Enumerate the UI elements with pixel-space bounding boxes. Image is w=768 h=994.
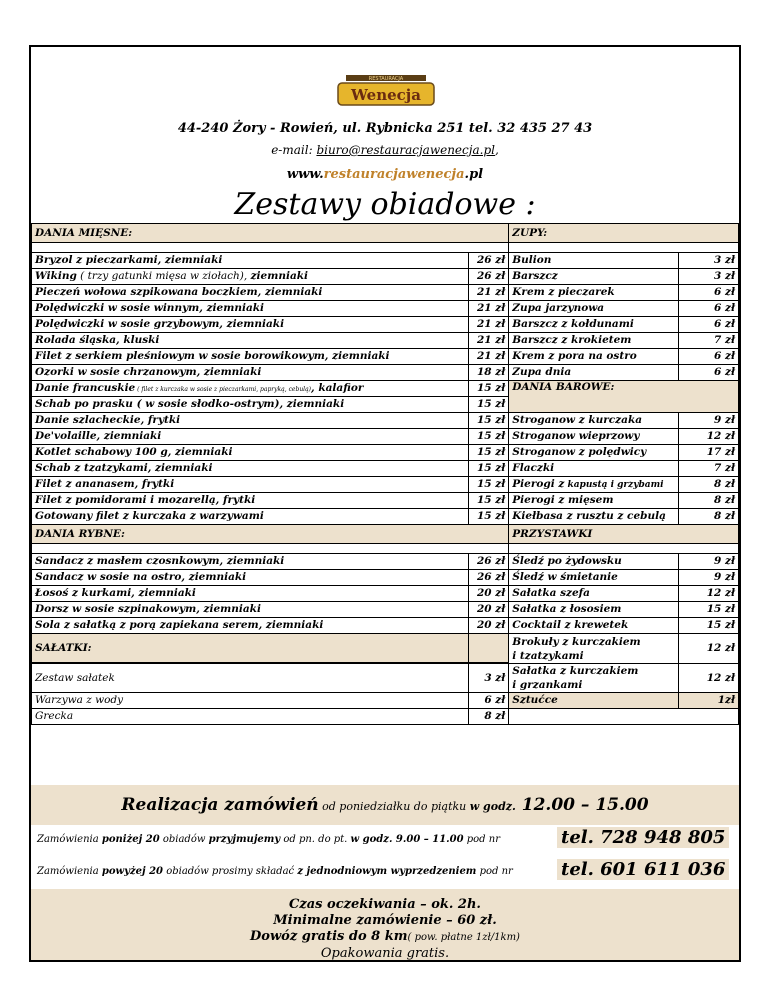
menu-table (31, 223, 739, 725)
table-row (32, 664, 739, 693)
dish-price: 9 zł (679, 554, 739, 570)
dish-price: 6 zł (679, 285, 739, 301)
dish-price: 15 zł (469, 477, 509, 493)
dish-price: 15 zł (469, 509, 509, 525)
dish-name: Danie francuskie ( filet z kurczaka w sosie z pieczarkami, papryką, cebulą), kalafior (32, 381, 469, 397)
dish-price: 26 zł (469, 554, 509, 570)
table-row (32, 365, 739, 381)
dish-price: 1zł (679, 693, 739, 709)
table-row (32, 493, 739, 509)
dish-name: Stroganow z kurczaka (509, 413, 679, 429)
dish-price: 21 zł (469, 285, 509, 301)
dish-price: 8 zł (679, 477, 739, 493)
table-row (32, 461, 739, 477)
dish-name: Danie szlacheckie, frytki (32, 413, 469, 429)
dish-name: Stroganow z polędwicy (509, 445, 679, 461)
table-row (32, 693, 739, 709)
section-heading-salads: SAŁATKI: (32, 634, 469, 663)
dish-price: 12 zł (679, 664, 739, 693)
table-row (32, 570, 739, 586)
dish-name: Rolada śląska, kluski (32, 333, 469, 349)
dish-name: Polędwiczki w sosie grzybowym, ziemniaki (32, 317, 469, 333)
dish-name: Kotlet schabowy 100 g, ziemniaki (32, 445, 469, 461)
dish-name: Bryzol z pieczarkami, ziemniaki (32, 253, 469, 269)
dish-price: 3 zł (469, 664, 509, 693)
dish-price: 15 zł (469, 461, 509, 477)
dish-name: Cocktail z krewetek (509, 618, 679, 634)
dish-name: Ozorki w sosie chrzanowym, ziemniaki (32, 365, 469, 381)
table-row (32, 477, 739, 493)
dish-name: Sandacz w sosie na ostro, ziemniaki (32, 570, 469, 586)
dish-name: Barszcz z krokietem (509, 333, 679, 349)
table-row (32, 285, 739, 301)
address-line: 44-240 Żory - Rowień, ul. Rybnicka 251 tel. 32 435 27 43 (177, 121, 593, 136)
dish-name: Krem z pora na ostro (509, 349, 679, 365)
table-row (32, 381, 739, 397)
dish-name: Polędwiczki w sosie winnym, ziemniaki (32, 301, 469, 317)
dish-name: Dorsz w sosie szpinakowym, ziemniaki (32, 602, 469, 618)
dish-name: Filet z pomidorami i mozarellą, frytki (32, 493, 469, 509)
dish-name: Sałatka z kurczakiem i grzankami (509, 664, 679, 693)
table-row (32, 333, 739, 349)
table-row (32, 509, 739, 525)
table-row (32, 586, 739, 602)
dish-name: Gotowany filet z kurczaka z warzywami (32, 509, 469, 525)
section-heading-bar: DANIA BAROWE: (509, 381, 739, 413)
dish-name: Bulion (509, 253, 679, 269)
dish-name: Sałatka szefa (509, 586, 679, 602)
dish-name: Wiking ( trzy gatunki mięsa w ziołach), ziemniaki (32, 269, 469, 285)
dish-name: Sola z sałatką z porą zapiekana serem, ziemniaki (32, 618, 469, 634)
dish-price: 20 zł (469, 602, 509, 618)
dish-price: 15 zł (469, 381, 509, 397)
dish-price: 6 zł (469, 693, 509, 709)
table-row (32, 602, 739, 618)
dish-price: 9 zł (679, 570, 739, 586)
dish-price: 26 zł (469, 269, 509, 285)
phone-number-1[interactable]: tel. 728 948 805 (557, 827, 729, 848)
dish-price: 6 zł (679, 365, 739, 381)
dish-price: 21 zł (469, 349, 509, 365)
dish-name: Sałatka z łososiem (509, 602, 679, 618)
dish-price: 3 zł (679, 269, 739, 285)
dish-price: 21 zł (469, 317, 509, 333)
email-line: e-mail: biuro@restauracjawenecja.pl, (271, 143, 499, 157)
order-info-small: Zamówienia poniżej 20 obiadów przyjmujemy od pn. do pt. w godz. 9.00 – 11.00 pod nr tel. 728 948 805 (31, 825, 739, 855)
dish-price: 12 zł (679, 634, 739, 664)
dish-name: Krem z pieczarek (509, 285, 679, 301)
dish-price: 6 zł (679, 317, 739, 333)
dish-name: Śledź w śmietanie (509, 570, 679, 586)
section-heading-meat: DANIA MIĘSNE: (32, 224, 509, 243)
page-title: Zestawy obiadowe : (234, 187, 536, 222)
dish-price: 15 zł (469, 413, 509, 429)
dish-name: Schab po prasku ( w sosie słodko-ostrym), ziemniaki (32, 397, 469, 413)
dish-name: Pieczeń wołowa szpikowana boczkiem, ziemniaki (32, 285, 469, 301)
dish-name: Kiełbasa z rusztu z cebulą (509, 509, 679, 525)
dish-price: 26 zł (469, 570, 509, 586)
dish-price: 12 zł (679, 586, 739, 602)
dish-price: 3 zł (679, 253, 739, 269)
dish-name: Filet z serkiem pleśniowym w sosie borowikowym, ziemniaki (32, 349, 469, 365)
dish-name: Grecka (32, 709, 469, 725)
dish-name: De'volaille, ziemniaki (32, 429, 469, 445)
dish-price: 20 zł (469, 618, 509, 634)
dish-name: Łosoś z kurkami, ziemniaki (32, 586, 469, 602)
dish-name: Zupa dnia (509, 365, 679, 381)
dish-price: 12 zł (679, 429, 739, 445)
order-info-large: Zamówienia powyżej 20 obiadów prosimy składać z jednodniowym wyprzedzeniem pod nr tel. 601 611 036 (31, 857, 739, 887)
dish-price: 15 zł (469, 493, 509, 509)
dish-name: Filet z ananasem, frytki (32, 477, 469, 493)
footer (31, 785, 739, 960)
dish-name: Pierogi z kapustą i grzybami (509, 477, 679, 493)
dish-price: 7 zł (679, 333, 739, 349)
table-row (32, 709, 739, 725)
phone-number-2[interactable]: tel. 601 611 036 (557, 859, 729, 880)
order-hours: Realizacja zamówień od poniedziałku do piątku w godz. 12.00 – 15.00 (31, 785, 739, 825)
dish-price: 17 zł (679, 445, 739, 461)
dish-name: Warzywa z wody (32, 693, 469, 709)
dish-name: Zupa jarzynowa (509, 301, 679, 317)
dish-name: Zestaw sałatek (32, 664, 469, 693)
dish-name: Barszcz z kołdunami (509, 317, 679, 333)
table-row (32, 445, 739, 461)
dish-price: 15 zł (469, 445, 509, 461)
table-row (32, 429, 739, 445)
dish-price: 15 zł (679, 618, 739, 634)
dish-price: 15 zł (469, 429, 509, 445)
email-link[interactable]: biuro@restauracjawenecja.pl (316, 143, 495, 157)
section-heading-soups: ZUPY: (509, 224, 739, 243)
restaurant-logo (334, 69, 438, 109)
dish-name: Brokuły z kurczakiem i tzatzykami (509, 634, 679, 664)
dish-name: Flaczki (509, 461, 679, 477)
delivery-info: Czas oczekiwania – ok. 2h. Minimalne zamówienie – 60 zł. Dowóz gratis do 8 km( pow. płatne 1zł/1km) Opakowania gratis. (31, 889, 739, 960)
menu-page (29, 45, 741, 962)
dish-price: 15 zł (679, 602, 739, 618)
table-row (32, 634, 739, 663)
dish-name: Pierogi z mięsem (509, 493, 679, 509)
dish-price: 26 zł (469, 253, 509, 269)
table-row (32, 253, 739, 269)
table-row (32, 269, 739, 285)
dish-price: 7 zł (679, 461, 739, 477)
svg-text:RESTAURACJA: RESTAURACJA (368, 76, 404, 82)
dish-price: 8 zł (679, 509, 739, 525)
dish-name: Barszcz (509, 269, 679, 285)
dish-price: 15 zł (469, 397, 509, 413)
dish-name: Sztućce (509, 693, 679, 709)
dish-price: 6 zł (679, 301, 739, 317)
dish-name: Sandacz z masłem czosnkowym, ziemniaki (32, 554, 469, 570)
dish-price: 21 zł (469, 333, 509, 349)
table-row (32, 301, 739, 317)
table-row (32, 554, 739, 570)
dish-price: 18 zł (469, 365, 509, 381)
dish-price: 20 zł (469, 586, 509, 602)
dish-name: Stroganow wieprzowy (509, 429, 679, 445)
section-heading-starters: PRZYSTAWKI (509, 525, 739, 544)
table-row (32, 317, 739, 333)
website-line[interactable]: www.restauracjawenecja.pl (286, 167, 484, 182)
header (31, 47, 739, 229)
dish-name: Śledź po żydowsku (509, 554, 679, 570)
dish-price: 9 zł (679, 413, 739, 429)
svg-text:Wenecja: Wenecja (351, 86, 421, 104)
dish-price: 8 zł (679, 493, 739, 509)
table-row (32, 413, 739, 429)
dish-price: 21 zł (469, 301, 509, 317)
dish-price: 6 zł (679, 349, 739, 365)
table-row (32, 618, 739, 634)
section-heading-fish: DANIA RYBNE: (32, 525, 509, 544)
table-row (32, 349, 739, 365)
dish-name: Schab z tzatzykami, ziemniaki (32, 461, 469, 477)
dish-price: 8 zł (469, 709, 509, 725)
